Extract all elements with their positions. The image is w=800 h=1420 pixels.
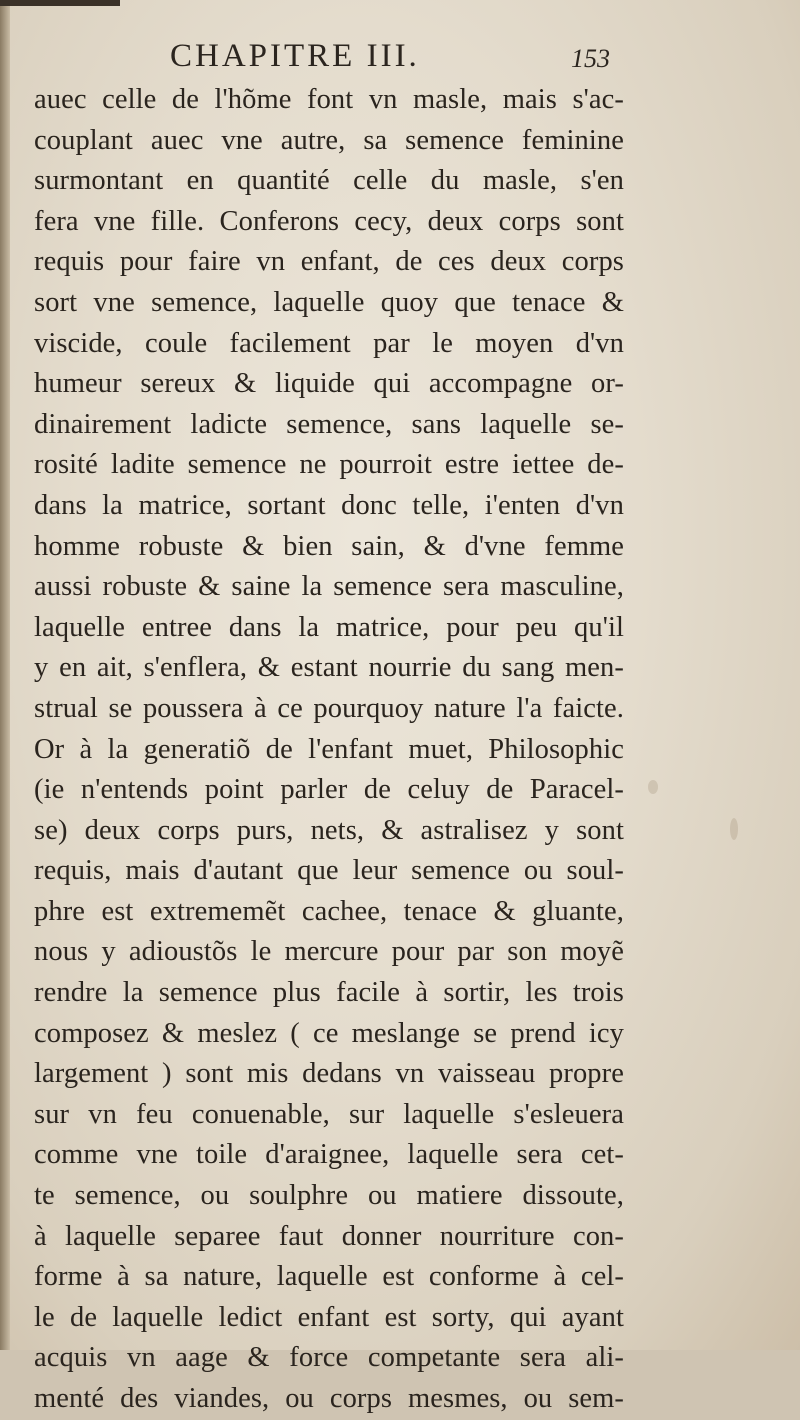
text-line: rendre la semence plus facile à sortir, les trois: [34, 977, 624, 1009]
text-line: surmontant en quantité celle du masle, s'en: [34, 165, 624, 197]
text-line: viscide, coule facilement par le moyen d'vn: [34, 327, 624, 359]
text-line: aussi robuste & saine la semence sera masculine,: [34, 571, 624, 603]
text-line: dinairement ladicte semence, sans laquelle se-: [34, 408, 624, 440]
ink-smudge: [730, 818, 738, 840]
text-line: le de laquelle ledict enfant est sorty, qui ayant: [34, 1301, 624, 1333]
text-line: homme robuste & bien sain, & d'vne femme: [34, 530, 624, 562]
text-line: couplant auec vne autre, sa semence feminine: [34, 124, 624, 156]
text-line: auec celle de l'hõme font vn masle, mais s'ac-: [34, 84, 624, 115]
text-line: largement ) sont mis dedans vn vaisseau propre: [34, 1058, 624, 1090]
text-line: phre est extrememẽt cachee, tenace & gluante,: [34, 895, 624, 927]
text-line: se) deux corps purs, nets, & astralisez y sont: [34, 814, 624, 846]
text-line: forme à sa nature, laquelle est conforme à cel-: [34, 1261, 624, 1293]
text-line: composez & meslez ( ce meslange se prend icy: [34, 1017, 624, 1049]
text-line: nous y adioustõs le mercure pour par son moyẽ: [34, 936, 624, 968]
text-line: strual se poussera à ce pourquoy nature l'a faicte.: [34, 692, 624, 724]
text-line: laquelle entree dans la matrice, pour peu qu'il: [34, 611, 624, 643]
page-gutter-shadow: [0, 0, 10, 1350]
text-line: Or à la generatiõ de l'enfant muet, Philosophic: [34, 733, 624, 765]
text-line: dans la matrice, sortant donc telle, i'enten d'vn: [34, 489, 624, 521]
text-line: y en ait, s'enflera, & estant nourrie du sang men-: [34, 652, 624, 684]
text-line: à laquelle separee faut donner nourriture con-: [34, 1220, 624, 1252]
text-line: (ie n'entends point parler de celuy de Paracel-: [34, 774, 624, 806]
running-head: CHAPITRE III.: [170, 38, 420, 74]
text-line: humeur sereux & liquide qui accompagne or-: [34, 368, 624, 400]
ink-smudge: [648, 780, 658, 794]
text-line: rosité ladite semence ne pourroit estre iettee de-: [34, 449, 624, 481]
body-text: [34, 80, 624, 1420]
page-number: 153: [571, 44, 610, 73]
text-line: te semence, ou soulphre ou matiere dissoute,: [34, 1180, 624, 1212]
text-line: menté des viandes, ou corps mesmes, ou sem-: [34, 1383, 624, 1414]
text-line: requis pour faire vn enfant, de ces deux corps: [34, 246, 624, 278]
text-line: fera vne fille. Conferons cecy, deux corps sont: [34, 205, 624, 237]
page-top-stain: [0, 0, 120, 6]
text-line: sur vn feu conuenable, sur laquelle s'esleuera: [34, 1098, 624, 1130]
text-line: requis, mais d'autant que leur semence ou soul-: [34, 855, 624, 887]
text-line: sort vne semence, laquelle quoy que tenace &: [34, 286, 624, 318]
text-line: comme vne toile d'araignee, laquelle sera cet-: [34, 1139, 624, 1171]
page-header: [30, 38, 610, 82]
text-line: acquis vn aage & force competante sera ali-: [34, 1342, 624, 1374]
